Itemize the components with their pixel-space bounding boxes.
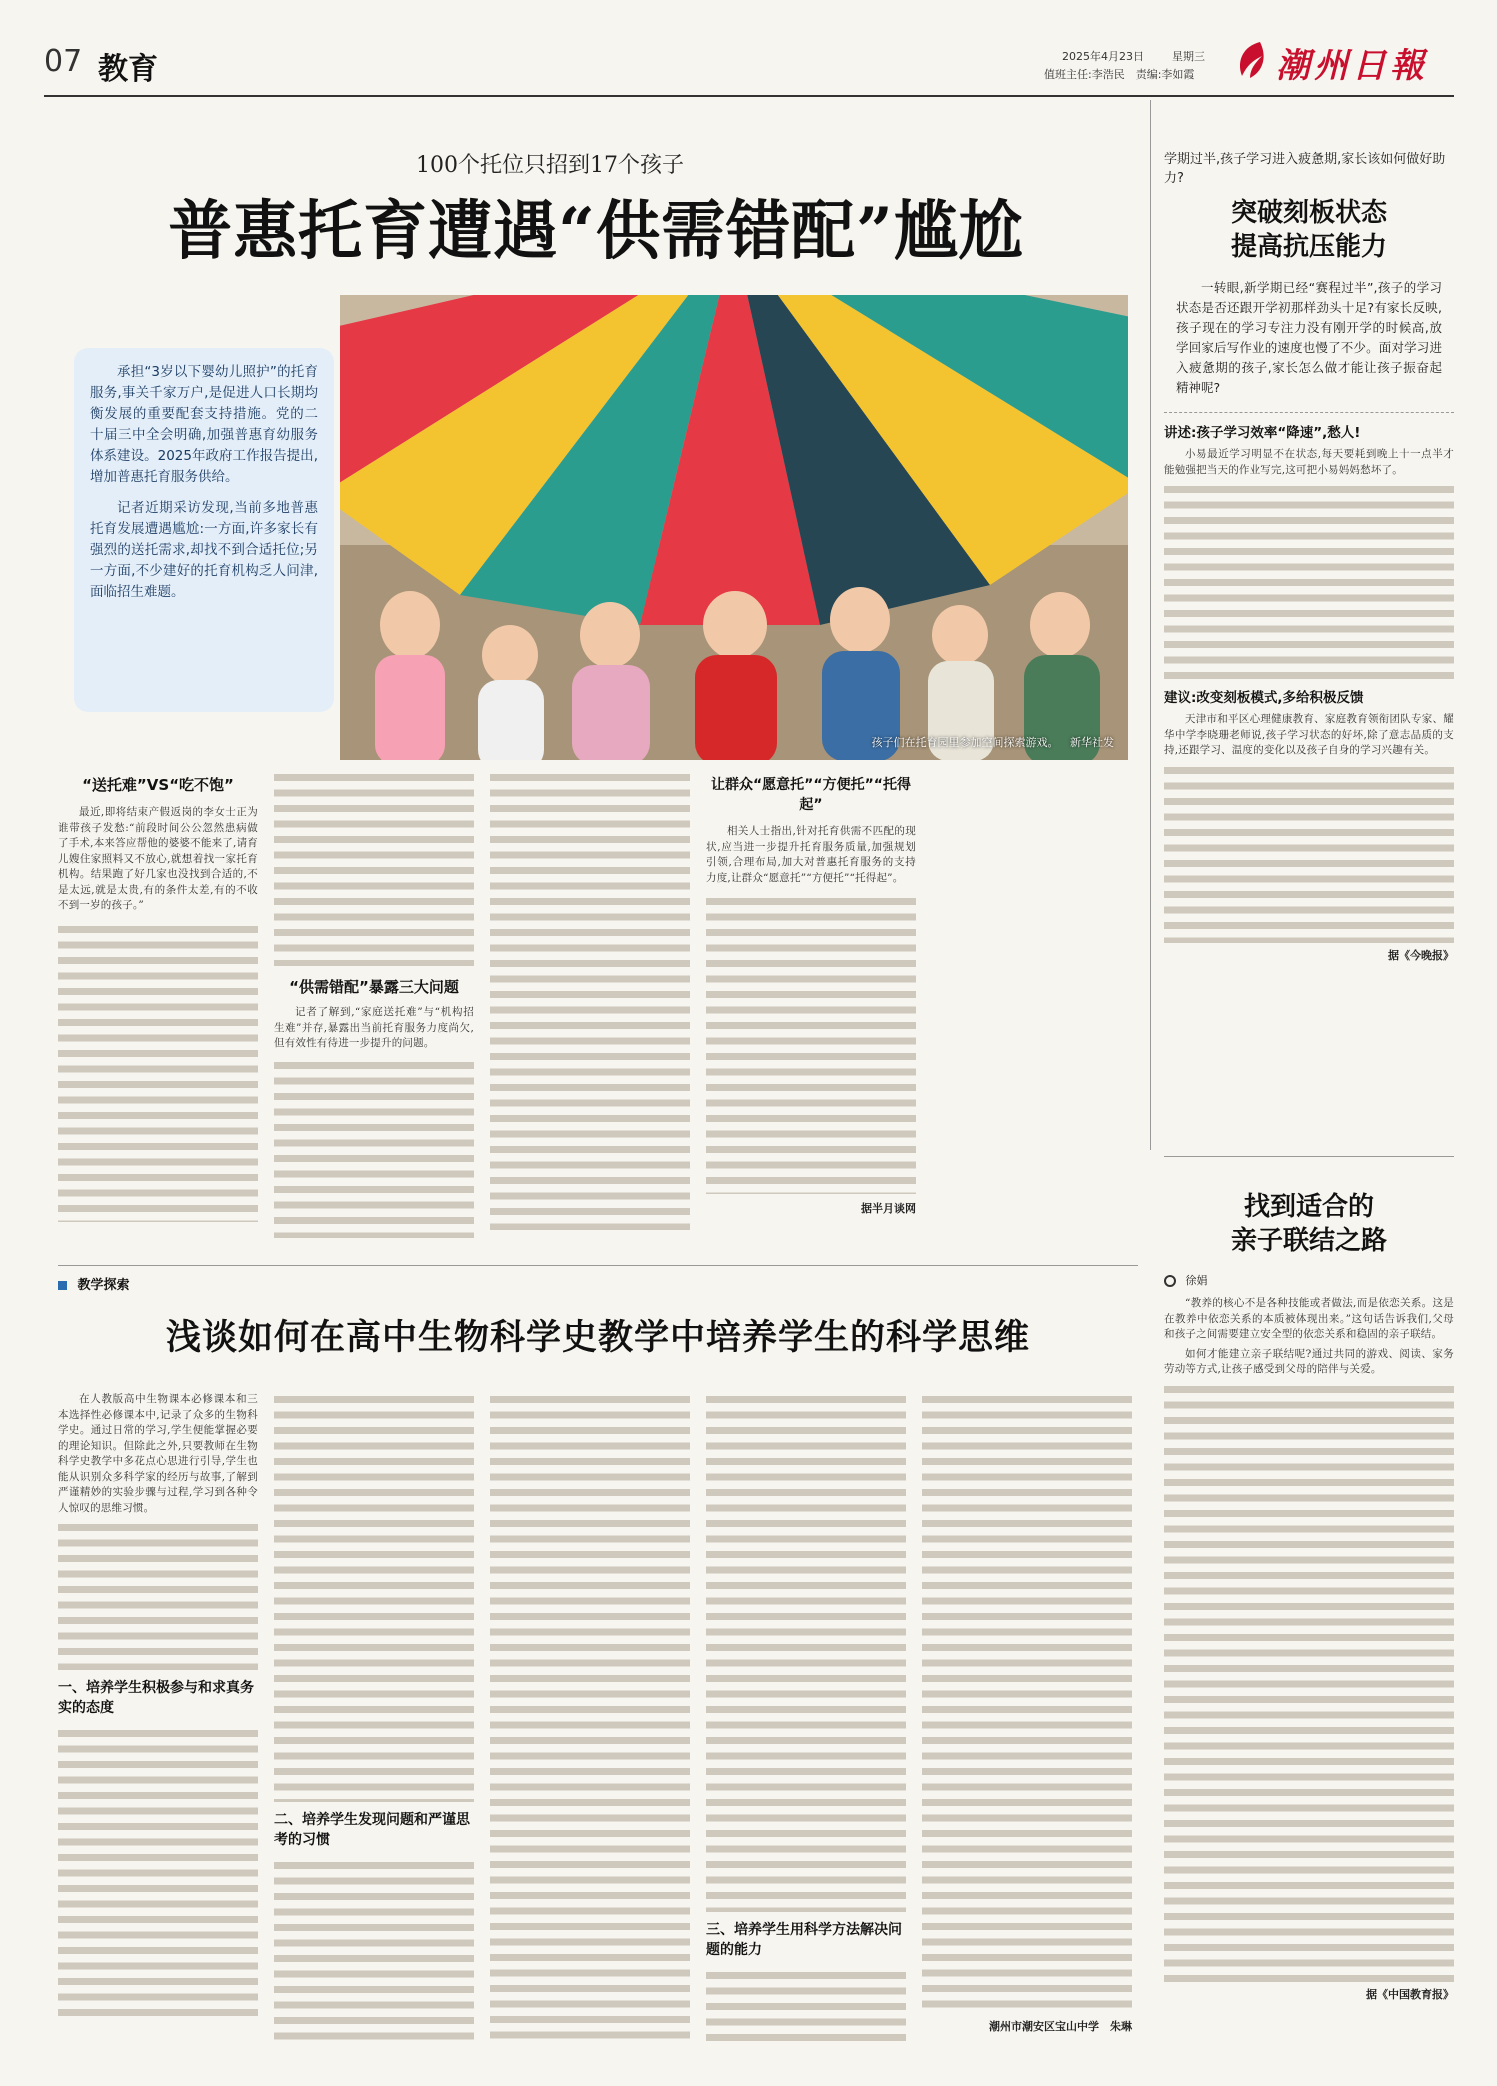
section-heading-3: 让群众“愿意托”“方便托”“托得起” <box>710 777 911 813</box>
bottom-column-1 <box>58 1392 258 2016</box>
photo-illustration <box>340 295 1128 760</box>
lead-paragraph-2: 记者近期采访发现,当前多地普惠托育发展遭遇尴尬:一方面,许多家长有强烈的送托需求,却找不到合适托位;另一方面,不少建好的托育机构乏人问津,面临招生难题。 <box>90 500 318 600</box>
newspaper-logo-icon <box>1232 38 1270 82</box>
section-3-paragraph: 相关人士指出,针对托育供需不匹配的现状,应当进一步提升托育服务质量,加强规划引领,合理布局,加大对普惠托育服务的支持力度,让群众“愿意托”“方便托”“托得起”。 <box>706 825 916 884</box>
column-2-text-lines-bottom <box>274 1058 474 1238</box>
bottom-article-author: 潮州市潮安区宝山中学 朱琳 <box>989 2020 1132 2033</box>
sidebar-top-source: 据《今晚报》 <box>1388 948 1454 962</box>
sidebar-text-lines-1 <box>1164 482 1454 682</box>
main-article-body <box>58 770 1132 1250</box>
sidebar-bottom-text-lines <box>1164 1382 1454 1982</box>
sidebar-headline-line2: 提高抗压能力 <box>1230 232 1387 262</box>
sidebar-bottom-headline-line1: 找到适合的 <box>1243 1192 1374 1222</box>
label-square-icon <box>58 1281 67 1290</box>
sidebar-dashed-rule <box>1164 412 1454 413</box>
main-article-source: 据半月谈网 <box>861 1202 916 1215</box>
section-title: 教育 <box>98 52 158 87</box>
bottom-subhead-2: 二、培养学生发现问题和严谨思考的习惯 <box>274 1812 470 1848</box>
sidebar-headline-line1: 突破刻板状态 <box>1230 198 1387 228</box>
sidebar-bottom-headline-line2: 亲子联结之路 <box>1230 1226 1387 1256</box>
sidebar-text-lines-2 <box>1164 763 1454 943</box>
bottom-col-4-lines-a <box>706 1392 906 1912</box>
bottom-col-1-lines-b <box>58 1726 258 2016</box>
main-headline: 普惠托育遭遇“供需错配”尴尬 <box>168 194 1024 269</box>
column-1-text-lines <box>58 922 258 1222</box>
photo-credit: 新华社发 <box>1070 736 1114 749</box>
bottom-subhead-3: 三、培养学生用科学方法解决问题的能力 <box>706 1922 902 1958</box>
bottom-article-headline: 浅谈如何在高中生物科学史教学中培养学生的科学思维 <box>165 1317 1030 1358</box>
sidebar-paragraph-1: 小易最近学习明显不在状态,每天要耗到晚上十一点半才能勉强把当天的作业写完,这可把小易妈妈愁坏了。 <box>1164 448 1454 476</box>
section-heading-2: “供需错配”暴露三大问题 <box>289 978 459 996</box>
bottom-col-2-lines-a <box>274 1392 474 1802</box>
sidebar-bottom-paragraph-2: 如何才能建立亲子联结呢?通过共同的游戏、阅读、家务劳动等方式,让孩子感受到父母的陪伴与关爱。 <box>1164 1347 1454 1375</box>
newspaper-name: 潮州日報 <box>1276 46 1428 86</box>
page-number: 07 <box>44 44 83 79</box>
page-header <box>44 30 1454 90</box>
author-icon <box>1164 1275 1176 1287</box>
sidebar-bottom-paragraph-1: “教养的核心不是各种技能或者做法,而是依恋关系。这是在教养中依恋关系的本质被体现出来。”这句话告诉我们,父母和孩子之间需要建立安全型的依恋关系和稳固的亲子联结。 <box>1164 1297 1454 1340</box>
bottom-column-5 <box>922 1392 1132 2034</box>
header-divider <box>44 95 1454 97</box>
sidebar-lead: 一转眼,新学期已经“赛程过半”,孩子的学习状态是否还跟开学初那样劲头十足?有家长反映,孩子现在的学习专注力没有刚开学的时候高,放学回家后写作业的速度也慢了不少。面对学习进入疲惫期的孩子,家长怎么做才能让孩子振奋起精神呢? <box>1176 280 1442 395</box>
sidebar-subhead-1: 讲述:孩子学习效率“降速”,愁人! <box>1164 425 1361 441</box>
section-1-paragraph: 最近,即将结束产假返岗的李女士正为谁带孩子发愁:“前段时间公公忽然患病做了手术,本来答应帮他的婆婆不能来了,请育儿嫂住家照料又不放心,就想着找一家托育机构。结果跑了好几家也没找到合适的,不是太远,就是太贵,有的条件太差,有的不收不到一岁的孩子。” <box>58 806 258 911</box>
lead-box <box>74 348 334 712</box>
sidebar-bottom-author: 徐娟 <box>1185 1274 1208 1287</box>
sidebar-bottom-divider <box>1164 1156 1454 1157</box>
section-2-paragraph: 记者了解到,“家庭送托难”与“机构招生难”并存,暴露出当前托育服务力度尚欠,但有效性有待进一步提升的问题。 <box>274 1006 474 1049</box>
main-kicker: 100个托位只招到17个孩子 <box>416 153 684 178</box>
issue-weekday: 星期三 <box>1172 50 1205 63</box>
bottom-column-3 <box>490 1392 690 2042</box>
bottom-col-5-lines <box>922 1392 1132 2012</box>
bottom-article-body <box>58 1392 1138 2052</box>
bottom-article-divider <box>58 1265 1138 1266</box>
column-4-text-lines <box>706 894 916 1194</box>
article-column-2 <box>274 770 474 1238</box>
article-column-4 <box>706 770 916 1216</box>
bottom-col-4-lines-b <box>706 1968 906 2048</box>
article-column-3 <box>490 770 690 1230</box>
sidebar-paragraph-2: 天津市和平区心理健康教育、家庭教育领衔团队专家、耀华中学李晓珊老师说,孩子学习状态的好坏,除了意志品质的支持,还跟学习、温度的变化以及孩子自身的学习兴趣有关。 <box>1164 713 1454 756</box>
photo-caption-text: 孩子们在托育园里参加空间探索游戏。 <box>871 736 1059 749</box>
editor-line: 值班主任:李浩民 责编:李如霞 <box>1044 68 1195 81</box>
lead-paragraph-1: 承担“3岁以下婴幼儿照护”的托育服务,事关千家万户,是促进人口长期均衡发展的重要配套支持措施。党的二十届三中全会明确,加强普惠育幼服务体系建设。2025年政府工作报告提出,增加普惠托育服务供给。 <box>90 364 318 485</box>
sidebar-question: 学期过半,孩子学习进入疲惫期,家长该如何做好助力? <box>1164 152 1446 186</box>
bottom-intro: 在人教版高中生物课本必修课本和三本选择性必修课本中,记录了众多的生物科学史。通过日常的学习,学生便能掌握必要的理论知识。但除此之外,只要教师在生物科学史教学中多花点心思进行引导,学生也能从识别众多科学家的经历与故事,了解到严谨精妙的实验步骤与过程,学习到各种令人惊叹的思维习惯。 <box>58 1393 258 1514</box>
bottom-article-label-text: 教学探索 <box>77 1278 130 1293</box>
main-photo <box>340 295 1128 760</box>
photo-caption <box>872 734 1115 750</box>
sidebar-divider <box>1150 100 1151 1150</box>
sidebar-top <box>1164 150 1454 963</box>
sidebar-bottom-byline <box>1164 1272 1454 1288</box>
bottom-col-2-lines-b <box>274 1858 474 2048</box>
sidebar-subhead-2: 建议:改变刻板模式,多给积极反馈 <box>1164 690 1364 706</box>
article-column-1 <box>58 770 258 1222</box>
bottom-column-2 <box>274 1392 474 2048</box>
bottom-column-4 <box>706 1392 906 2048</box>
section-heading-1: “送托难”VS“吃不饱” <box>82 776 234 794</box>
sidebar-bottom-source: 据《中国教育报》 <box>1366 1987 1454 2001</box>
column-2-text-lines-top <box>274 770 474 966</box>
bottom-article-label <box>58 1274 130 1293</box>
bottom-subhead-1: 一、培养学生积极参与和求真务实的态度 <box>58 1680 254 1716</box>
bottom-col-1-lines-a <box>58 1520 258 1670</box>
issue-date: 2025年4月23日 <box>1062 50 1144 63</box>
sidebar-bottom <box>1164 1190 1454 2002</box>
